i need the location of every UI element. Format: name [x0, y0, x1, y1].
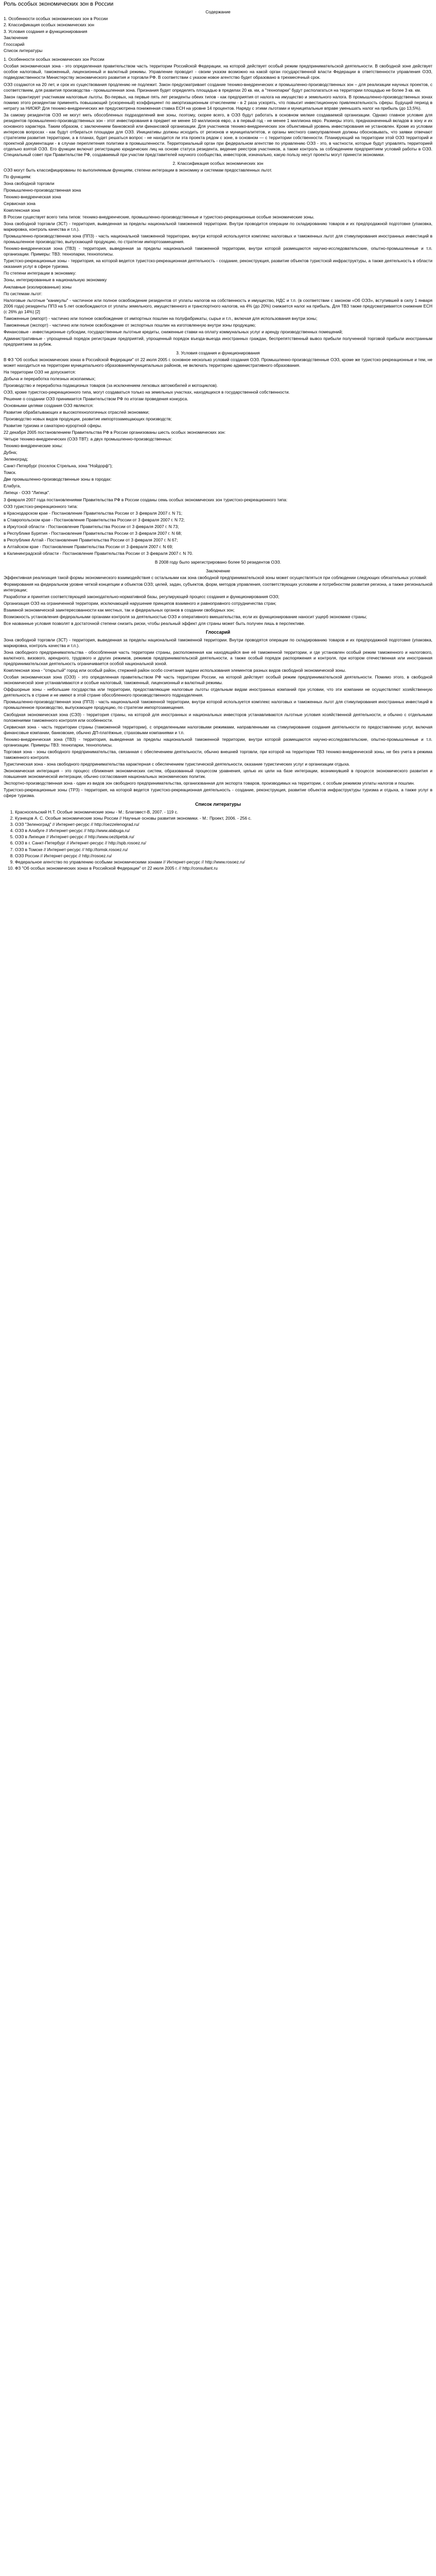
- paragraph: Все названные условия позволят в достаточной степени снизить риски, чтобы реальный эффект для страны может быть получен лишь в перспективе.: [4, 620, 305, 626]
- paragraph: Особая экономическая зона (ОЭЗ) - это определенная правительством РФ часть территории России, на которой действует особый режим предпринимательской деятельности. Помимо этого, в свободной экономической зоне устанавливаются и особые налоговый, таможенный, лицензионный и валютный режимы.: [4, 674, 432, 686]
- section-heading: Заключение: [206, 568, 230, 573]
- paragraph: Таможенные (импорт) - частично или полное освобождение от импортных пошлин на полуфабрикаты, сырье и т.п., включая для использования внутри зоны;: [4, 315, 318, 321]
- paragraph: Зона свободной торговли: [4, 180, 55, 186]
- paragraph: Административные - упрощенный порядок регистрации предприятий, упрощенный порядок въезда-выезда иностранных граждан, беспрепятственный вывоз прибыли полученной торговой прибыли иностранным предприятием за рубеж.: [4, 335, 432, 347]
- bibliography-item: 2. Кузнецов А. С. Особые экономические зоны России // Научные основы развития экономики. - М.: Проект, 2006. - 256 с.: [15, 816, 432, 821]
- paragraph: Формирования на федеральном уровне четкой концепции и объектов ОЭЗ; целей, задач, субъектов, форм, методов управления, соответствующих условиям и потребностям развития региона, а также региональной интеграции;: [4, 581, 432, 592]
- paragraph: Четыре технико-внедренческих (ОЭЗ ТВТ): а двух промышленно-производственных:: [4, 436, 172, 442]
- paragraph: Свободная экономическая зона (СЭЗ) - территория страны, на которой для иностранных и национальных инвесторов устанавливаются льготные условия хозяйственной деятельности, и обычно с отдельными положениями таможенного контроля или особенности.: [4, 711, 432, 723]
- paragraph: Промышленно-производственная зона: [4, 187, 81, 193]
- bibliography-item: 10. ФЗ "Об особых экономических зонах в Российской Федерации" от 22 июля 2005 г. // http://consultant.ru: [15, 866, 432, 871]
- paragraph: 22 декабря 2005 постановлением Правительства РФ в России организованы шесть особых экономических зон:: [4, 430, 226, 435]
- toc-item: 2. Классификация особых экономических зон: [4, 22, 94, 28]
- paragraph: Томск.: [4, 470, 16, 476]
- paragraph: Сервисная зона: [4, 200, 36, 206]
- toc-item: Глоссарий: [4, 41, 25, 47]
- paragraph: Зона свободной торговли (ЗСТ) - территория, выведенная за пределы национальной таможенной территории. Внутри проводятся операции по складированию товаров и их предпродажной подготовке (упаковка, маркировка, контроль качества и т.п.).: [4, 637, 432, 648]
- paragraph: Технико-внедренческая зона (ТВЗ) - территория, выведенная за пределы национальной таможенной территории, внутри которой размещаются научно-исследовательские, опытно-промышленные и т.п. организации. Примеры: ТВЗ: технопарки, технополисы.: [4, 246, 432, 257]
- paragraph: Разработки и принятия соответствующей законодательно-нормативной базы, регулирующей процесс создания и функционирования ОЭЗ;: [4, 594, 280, 599]
- paragraph: Решение о создании ОЭЗ принимается Правительством РФ по итогам проведения конкурса.: [4, 396, 188, 401]
- paragraph: Экономическая интеграция - это процесс сближения экономических систем, образованный процессом уравнения, целью их цели на базе интеграции, возникнувшей в процессе экономического развития и повышения экономической интеграции, обычно согласования национальных экономических политик.: [4, 768, 432, 779]
- paragraph: Финансовые - инвестиционные субсидии, государственные льготные кредиты, сниженные ставки на оплату коммунальных услуг и аренду производственных помещений;: [4, 329, 343, 334]
- paragraph: ОЭЗ туристско-рекреационного типа:: [4, 503, 78, 509]
- paragraph: Добыча и переработка полезных ископаемых;: [4, 376, 96, 381]
- bibliography-item: 8. ОЭЗ России // Интернет-ресурс // http://rosoez.ru/: [15, 853, 432, 859]
- section-heading: 2. Классификация особых экономических зон: [172, 161, 264, 166]
- bibliography-item: 4. ОЭЗ в Алабуге // Интернет-ресурс // http://www.alabuga.ru/: [15, 828, 432, 834]
- paragraph: Комплексная зона - "открытый" город или особый район, стержней район особо сочетания задачи использования элементов разных видов свободной экономической зоны.: [4, 668, 346, 673]
- paragraph: Особая экономическая зона - это определенная правительством часть территории Российской Федерации, на которой действует особый режим предпринимательской деятельности. В свободной зоне действует особое налоговый, таможенный, лицензионный и валютный режимы. Управление проводит - своим указом возможно на какой орган государственной власти Федерации в ответственности управления ОЭЗ, подведомственности Министерству экономического развития и торговли РФ. В соответствии с указом новое агентство будет образовано в трехмесячный срок.: [4, 63, 432, 80]
- paragraph: По функциям:: [4, 174, 31, 179]
- paragraph: ОЭЗ, кроме туристско-рекреационного типа, могут создаваться только на земельных участках, находящихся в государственной собственности.: [4, 389, 290, 395]
- paragraph: Туристско-рекреационные зоны (ТРЗ) - территория, на которой ведется туристско-рекреационная деятельность - создание, реконструкция, развитие объектов инфраструктуры туризма и отдыха, а также услуг в сфере туризма.: [4, 787, 432, 799]
- bibliography-item: 6. ОЭЗ в г. Санкт-Петербург // Интернет-ресурс // http://spb.rosoez.ru/: [15, 840, 432, 846]
- section-heading: 3. Условия создания и функционирования: [176, 350, 260, 355]
- paragraph: Технико-внедренческие зоны:: [4, 443, 63, 449]
- paragraph: Развитие туризма и санаторно-курортной сферы.: [4, 423, 102, 428]
- paragraph: в Республике Бурятия - Постановление Правительства России от 3 февраля 2007 г. N 68;: [4, 530, 182, 536]
- toc-item: Заключение: [4, 35, 28, 41]
- paragraph: Туристическая зона - зона свободного предпринимательства характерная с обеспечением туристической деятельности, оказание туристических услуг и организации отдыха.: [4, 761, 350, 767]
- contents-heading: Содержание: [205, 9, 231, 14]
- paragraph: За самому резидентов ОЭЗ не могут меть обособленных подразделений вне зоны, поэтому, скорее всего, в ОЭЗ будут работать в основном мелкие создаваемой организации. Однако главное условие для резидентов промышленно-производственных зон - этот инвестирования в предмет не менее 10 миллионов евро, а в первый год - не менее 1 миллиона евро. Размеры этого, предназначенный вкладов в зону и их основного характера. Таким образом, с заключением банковской или финансовой организации. Для участников технико-внедренческих зон объективный уровень инвестирования не установлен. Кроме из условии интересов вопросах - как будут отбираться площадки для ОЭЗ. Инициативы должны исходить от регионов и муниципалитетов, и органы местного самоуправления должны обосновывать, что заявки отвечают стратегиям развития территории, а в планах, будет решаться вопрос - не находится ли эта проекта рядом с зоне, в основном — с территории собственности. Планирующий на территории этой ОЭЗ территорий и проектной документации - в случае переплетения политики в промышленности. Территориальный орган при федеральном агентстве по управлению ОЭЗ - это, в частности, которые будут управлять территорией отдельно взятой ОЭЗ. Его функции включат регистрацию юридических лиц на основе статуса резидента, ведение реестров участников, а также контроль за соблюдением предприятием условий работы в ОЭЗ. Специальный совет при Правительстве РФ, создаваемый при участии представителей научного сообщества, инвесторов, изначально, какую пользу несут проекты могут принести экономики.: [4, 112, 432, 158]
- paragraph: ОЭЗ могут быть классифицированы по выполняемым функциям, степени интеграции в экономику и системам предоставленных льгот.: [4, 167, 272, 173]
- paragraph: в Иркутской области - Постановление Правительства России от 3 февраля 2007 г. N 73;: [4, 523, 179, 529]
- paragraph: Промышленно-производственная зона (ППЗ) - часть национальной таможенной территории, внутри которой используется комплекс налоговых и таможенных льгот для стимулирования иностранных инвестиций в промышленное производство, выпускающее продукцию, по стратегии импортозамещения.: [4, 699, 432, 710]
- paragraph: В ФЗ "Об особых экономических зонах в Российской Федерации" от 22 июля 2005 г. основное несколько условий создания ОЭЗ. Промышленно-производственные ОЭЗ, кроме же туристско-рекреационные и тем, не может находиться на территории муниципального образования/муниципальных районов, не включать территорию административного образования.: [4, 357, 432, 368]
- table-of-contents: [4, 16, 432, 54]
- toc-item: 3. Условия создания и функционирования: [4, 28, 88, 34]
- paragraph: Эффективная реализация такой формы экономического взаимодействия с остальными как зона свободной предпринимательской зоны может осуществляться при соблюдении следующих обязательных условий:: [4, 574, 427, 580]
- paragraph: Анклавные (изолированные) зоны: [4, 284, 72, 290]
- paragraph: Закон гарантирует участникам налоговые льготы. Во-первых, на первые пять лет резиденты обеих типов - как предприятия от налога на имущество и земельного налога. В промышленно-производственных зонах помимо этого резидентам применять повышающий (ускоренный) коэффициент по амортизационным отчислениям - в 2 раза ускорять, что повысит инвестиционную привлекательность сферы. Будущий период в нетрату за НИОКР. Для технико-внедренческих же предусмотрена пониженная ставка ЕСН на уровне 14 процентов. Наряду с этими льготами и муниципальные вправе уменьшать налог на прибыль (до 13,5%).: [4, 94, 432, 111]
- bibliography-item: 9. Федеральное агентство по управлению особыми экономическими зонами // Интернет-ресурс // http://www.rosoez.ru/: [15, 859, 432, 865]
- paragraph: На территории ОЭЗ не допускается:: [4, 369, 76, 375]
- paragraph: Санкт-Петербург (поселок Стрельна, зона "Нойдорф");: [4, 463, 113, 469]
- paragraph: Таможенные (экспорт) - частично или полное освобождение от экспортных пошлин на изготовленную внутри зоны продукцию;: [4, 322, 256, 328]
- paragraph: Взаимной экономической заинтересованности как местных, так и федеральных органов в создании свободных зон;: [4, 607, 235, 613]
- paragraph: Оффшорные зоны - небольшие государства или территории, предоставляющие налоговые льготы отдельным видам иностранных компаний при условии, что эти компании не осуществляют хозяйственную деятельность в стране и не имеют в этой стране обособленного производственного подразделения.: [4, 687, 432, 698]
- paragraph: Экспортно-производственная зона - один из видов зон свободного предпринимательства, организованная для экспорта товаров, производимых на территории, с особым режимом уплаты налогов и пошлин.: [4, 781, 415, 786]
- paragraph: Производство новых видов продукции, развитие импортозамещающих производств;: [4, 416, 172, 421]
- paragraph: Дубна;: [4, 450, 18, 455]
- paragraph: Организация ОЭЗ на ограниченной территории, исключающей нарушение принципов взаимного и равноправного сотрудничества стран;: [4, 600, 276, 606]
- paragraph: Липецк - ОЭЗ "Липецк".: [4, 490, 50, 496]
- paragraph: Сервисная зона - часть территории страны (таможенной территории), с определенными налоговыми режимами, направленными на стимулирование создания деятельности по предоставлению услуг, включая финансовые компании, банковские, обычно ДП-платёжные, страховыми компаниями и т.п.: [4, 724, 432, 735]
- bibliography-list: [4, 809, 432, 871]
- document-body: [4, 57, 432, 799]
- paragraph: в Алтайском крае - Постановление Правительства России от 3 февраля 2007 г. N 69;: [4, 544, 173, 549]
- paragraph: Промышленно-производственная зона (ППЗ) - часть национальной таможенной территории, внутри которой используется комплекс налоговых и таможенных льгот для стимулирования иностранных инвестиций в промышленное производство, выпускающей продукцию, по стратегии импортозамещения.: [4, 233, 432, 245]
- paragraph: 3 февраля 2007 года постановлениями Правительства РФ в России созданы семь особых экономических зон туристско-рекреационного типа:: [4, 497, 288, 502]
- paragraph: в Республике Алтай - Постановление Правительства России от 3 февраля 2007 г. N 67;: [4, 537, 178, 543]
- bibliography-item: 1. Красносельский Н.Т. Особые экономические зоны - М.: Благовест-В, 2007. - 119 с.: [15, 809, 432, 815]
- paragraph: Зона свободного предпринимательства - обособленная часть территории страны, расположенная как находящийся вне её таможенной территории, и где установлен особый режим таможенного и налогового, валютного, визового, арендного, трудового и других режимов, режимов предпринимательской деятельности, а также особый порядок распоряжения и контроля, при котором отечественная или иностранная предпринимательская деятельность ограничивается особой национальной зоной.: [4, 650, 432, 667]
- paragraph: Туристско-рекреационные зоны - территория, на которой ведется туристско-рекреационная деятельность - создание, реконструкция, развитие объектов туристской инфраструктуры, а также деятельность в области оказания услуг в сфере туризма.: [4, 258, 432, 269]
- paragraph: Технико-внедренческая зона: [4, 194, 61, 199]
- paragraph: ОЭЗ создаются на 20 лет, и срок их существования продлению не подлежит. Закон предусматривает создание технико-внедренческих и промышленно-производственных зон – для реализации научных проектов, с соответствием, для развития производства - промышленная зона. Признания будет определять площадью в пределах 20 кв. км, а "технопарки" будут располагаться на территории площадью не более 3 кв. км.: [4, 81, 432, 93]
- bibliography-item: 3. ОЭЗ "Зеленоград" // Интернет-ресурс // http://oezzelenograd.ru/: [15, 822, 432, 827]
- toc-item: 1. Особенности особых экономических зон в России: [4, 15, 108, 21]
- bibliography-item: 5. ОЭЗ в Липецке // Интернет-ресурс // http://www.oezlipetsk.ru/: [15, 834, 432, 840]
- paragraph: Возможность установления федеральными органами контроля за деятельностью ОЭЗ и оперативного вмешательства, если их функционирование наносит ущерб экономике страны;: [4, 614, 367, 619]
- document-title: Роль особых экономических зон в России: [4, 1, 114, 7]
- document: [0, 0, 436, 884]
- paragraph: Зона свободной торговли (ЗСТ) - территория, выведенная за пределы национальной таможенной территории. Внутри проводится операции по складированию товаров и их предпродажной подготовке (упаковка, маркировка, контроль качества и т.п.).: [4, 221, 432, 232]
- section-heading: Глоссарий: [205, 629, 231, 635]
- bibliography-heading: Список литературы: [195, 802, 241, 807]
- paragraph: Комплексная зона: [4, 207, 40, 213]
- paragraph: Налоговые льготные "каникулы" - частичное или полное освобождение резидентов от уплаты налогов на собственность и имущество, НДС и т.п. (в соответствии с законом «Об ОЭЗ», вступившей в силу 1 января 2006 года) резиденты ППЗ на 5 лет освобождаются от уплаты земельного, имущественного и транспортного налогов, на 4% (до 20%) снижается налог на прибыль. Для ТВЗ также предусматривается снижение ЕСН (с 26% до 14%) [2]: [4, 297, 432, 314]
- paragraph: в Ставропольском крае - Постановление Правительства России от 3 февраля 2007 г. N 72;: [4, 517, 185, 522]
- bibliography-item: 7. ОЭЗ в Томске // Интернет-ресурс // http://tomsk.rosoez.ru/: [15, 847, 432, 853]
- paragraph: Технико-внедренческая зона (ТВЗ) - территория, выведенная за пределы национальной таможенной территории, внутри которой размещаются научно-исследовательские, опытно-промышленные и т.п. организации. Примеры ТВЗ: технопарки, технополисы.: [4, 736, 432, 748]
- paragraph: Зоны, интегрированные в национальную экономику: [4, 277, 107, 283]
- paragraph: По системам льгот:: [4, 291, 43, 296]
- paragraph: В России существует всего типа типов: технико-внедренческие, промышленно-производственные и туристско-рекреационные особые экономические зоны.: [4, 214, 315, 219]
- paragraph: 1. Особенности особых экономических зон России: [4, 57, 104, 62]
- paragraph: Торговая зона - зоны свободного предпринимательства, связанная с обеспечением деятельности, обычно внешней торговли, при которой на территории ТВЗ технико-внедренческой зоны, не без учета в режима таможенного контроля.: [4, 749, 432, 760]
- paragraph: Развитие обрабатывающих и высокотехнологичных отраслей экономики;: [4, 409, 150, 415]
- paragraph: Две промышленно-производственные зоны в городах:: [4, 477, 112, 482]
- toc-item: Список литературы: [4, 48, 43, 54]
- paragraph: Основными целями создания ОЭЗ являются:: [4, 402, 94, 408]
- paragraph: в Краснодарском крае - Постановление Правительства России от 3 февраля 2007 г. N 71;: [4, 510, 183, 516]
- paragraph: в Калининградской области - Постановление Правительства России от 3 февраля 2007 г. N 70.: [4, 550, 194, 556]
- section-heading: В 2008 году было зарегистрировано более 50 резидентов ОЭЗ.: [154, 559, 282, 565]
- paragraph: Зеленоград;: [4, 456, 28, 462]
- paragraph: Производство и переработка подакцизных товаров (за исключением легковых автомобилей и мотоциклов).: [4, 382, 218, 388]
- paragraph: Елабуга,: [4, 483, 21, 489]
- paragraph: По степени интеграции в экономику:: [4, 270, 77, 276]
